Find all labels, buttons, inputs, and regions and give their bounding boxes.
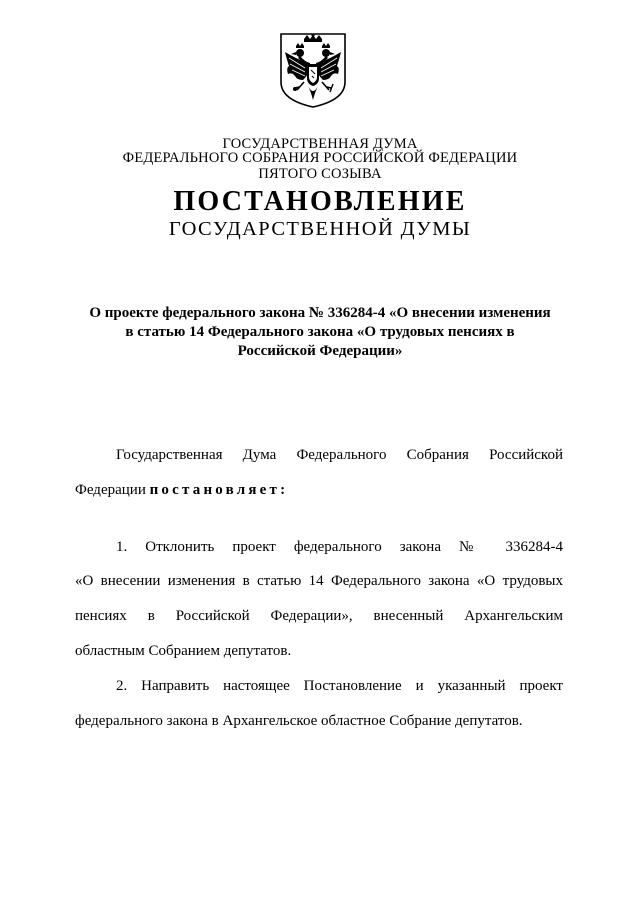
header-assembly-line: ФЕДЕРАЛЬНОГО СОБРАНИЯ РОССИЙСКОЙ ФЕДЕРАЦИИ (122, 150, 518, 166)
preamble-line (75, 480, 563, 500)
header-duma-line: ГОСУДАРСТВЕННАЯ ДУМА (222, 136, 418, 152)
document-issuer-heading: ГОСУДАРСТВЕННОЙ ДУМЫ (168, 218, 472, 240)
preamble-line-start: Федерации (75, 482, 150, 498)
item-2-paragraph-cont (75, 711, 563, 731)
title-line: Российской Федерации» (237, 343, 403, 359)
item-1-paragraph-cont (75, 606, 563, 626)
item-1-line: 1. Отклонить проект федерального закона № 336284-4 (116, 539, 563, 555)
preamble-paragraph (75, 445, 563, 465)
preamble-line: Государственная Дума Федерального Собрания Российской (116, 447, 563, 463)
item-2-paragraph (75, 676, 563, 696)
item-1-line: «О внесении изменения в статью 14 Федерального закона «О трудовых (75, 573, 563, 589)
item-1-paragraph-cont (75, 641, 563, 661)
item-1-paragraph (75, 537, 563, 557)
document-title (64, 304, 576, 361)
item-1-line: пенсиях в Российской Федерации», внесенный Архангельским (75, 608, 563, 624)
item-1-line: областным Собранием депутатов. (75, 643, 292, 659)
resolves-word: постановляет: (149, 482, 289, 498)
title-line: О проекте федерального закона № 336284-4 «О внесении изменения (89, 305, 551, 321)
header-convocation-line: ПЯТОГО СОЗЫВА (258, 166, 382, 182)
item-2-line: федерального закона в Архангельское областное Собрание депутатов. (75, 713, 523, 729)
item-2-line: 2. Направить настоящее Постановление и указанный проект (116, 678, 563, 694)
item-1-paragraph-cont (75, 571, 563, 591)
document-type-heading: ПОСТАНОВЛЕНИЕ (173, 186, 467, 217)
preamble-paragraph-end (75, 480, 563, 500)
coat-of-arms-emblem (277, 30, 349, 110)
double-headed-eagle-icon (277, 30, 349, 110)
title-line: в статью 14 Федерального закона «О трудовых пенсиях в (125, 324, 515, 340)
